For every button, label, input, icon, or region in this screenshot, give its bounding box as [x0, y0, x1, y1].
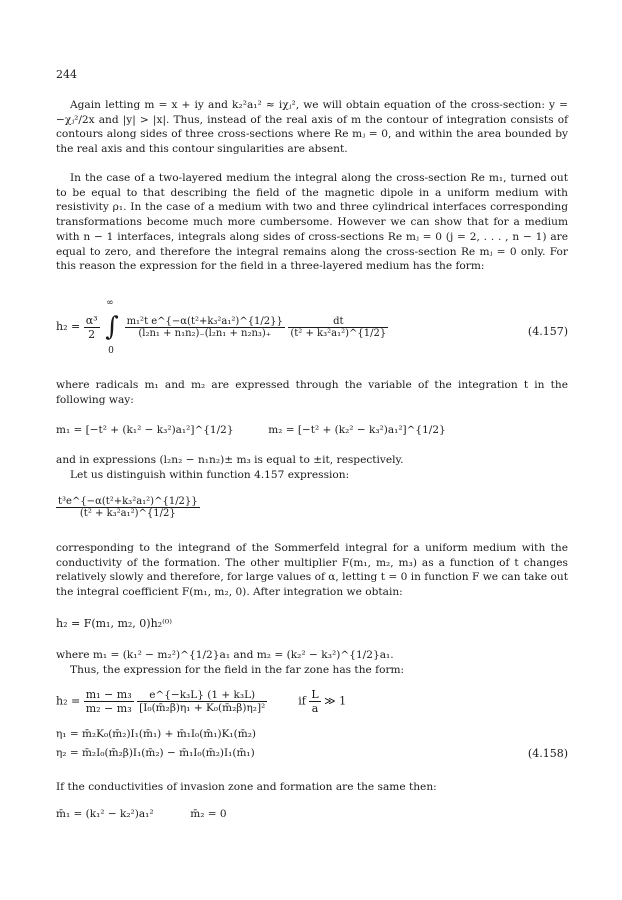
eq-4158-cond-num: L [311, 688, 319, 701]
integral-sign: ∫ ∞ 0 [105, 298, 119, 356]
eq-4158-lhs: h₂ = [56, 694, 81, 708]
eq-4158-fraction-2 [137, 689, 267, 714]
eq-4158-cond-den: a [311, 702, 319, 715]
paragraph-9: If the conductivities of invasion zone and formation are the same then: [56, 781, 437, 793]
eq-4157-fraction-2 [288, 316, 388, 339]
equation-hz-far [56, 617, 172, 630]
paragraph-radicals [56, 378, 568, 407]
eq-4157-lhs: h₂ = [56, 320, 81, 333]
paragraph-expressions [56, 453, 568, 482]
paragraph-3: where radicals m₁ and m₂ are expressed through the variable of the integration t in the following way: [56, 379, 568, 406]
paragraph-1: Again letting m = x + iy and k₂²a₁² ≈ iχⱼ², we will obtain equation of the cross-section: y = −χⱼ²/2x and |y| > |x|. Thus, instead of the real axis of m the contour of integration consists of contours along sides of three cross-sections where Re mⱼ = 0, and within the area bounded by the real axis and this contour singularities are absent. [56, 99, 568, 156]
paragraph-8: Thus, the expression for the field in the far zone has the form: [70, 663, 405, 676]
eq-4157-f1-num: m₁²t e^{−α(t²+k₃²a₁²)^{1/2}} [126, 315, 283, 327]
eq-4157-f1-den: (l₂n₁ + n₁n₂)₋(l₂n₁ + n₂n₃)₊ [138, 327, 272, 339]
eq-4157-f2-den: (t² + k₃²a₁²)^{1/2} [290, 327, 387, 339]
eq-4157-fraction-1 [125, 316, 285, 339]
equation-number-4-158: (4.158) [527, 747, 568, 760]
paragraph-6: corresponding to the integrand of the Sommerfeld integral for a uniform medium with the conductivity of the formation. The other multiplier F(m₁, m₂, m₃) as a function of t changes relatively slowly and therefore, for large values of α, letting t = 0 in function F we can take out the integral coefficient F(m₁, m₂, 0). After integration we obtain: [56, 542, 568, 599]
paragraph-conductivities [56, 780, 568, 795]
eq-4157-coef-den: 2 [88, 327, 96, 341]
radicals-equations [56, 424, 446, 436]
eq-4158-condition-gg: ≫ 1 [324, 694, 347, 708]
eq-4158-f1-num: m₁ − m₃ [85, 688, 132, 701]
expr-num: t³e^{−α(t²+k₃²a₁²)^{1/2}} [58, 496, 198, 507]
eq-4157-coef-num: α³ [85, 313, 98, 327]
paragraph-2: In the case of a two-layered medium the integral along the cross-section Re m₁, turned out to be equal to that describing the field of the magnetic dipole in a uniform medium with resistivity ρ₁. In the case of a medium with two and three cylindrical interfaces corresponding transformations become much more cumbersome. However we can show that for a medium with n − 1 interfaces, integrals along sides of cross-sections Re mⱼ = 0 (j = 2, . . . , n − 1) are equal to zero, and therefore the integral remains along the cross-section Re mⱼ = 0 only. For this reason the expression for the field in a three-layered medium has the form: [56, 172, 568, 273]
expr-den: (t² + k₃²a₁²)^{1/2} [79, 508, 176, 519]
paragraph-4: and in expressions (l₂n₂ − n₁n₂)± m₃ is equal to ±it, respectively. [56, 454, 404, 466]
paragraph-cross-section [56, 98, 568, 157]
final-equation [56, 808, 227, 820]
paragraph-5: Let us distinguish within function 4.157 expression: [70, 468, 350, 481]
integral-upper-limit: ∞ [106, 298, 114, 308]
eq-hz0: h₂ = F(m₁, m₂, 0)h₂⁽⁰⁾ [56, 617, 172, 630]
paragraph-sommerfeld [56, 541, 568, 600]
eq-4158-condition-fraction [309, 688, 320, 715]
eq-4158-f2-num: e^{−k₃L} (1 + k₃L) [137, 689, 267, 702]
radical-m2: m₂ = [−t² + (k₂² − k₃²)a₁²]^{1/2} [268, 424, 446, 436]
eq-4158-eta1: η₁ = m̄₂K₀(m̄₂)I₁(m̄₁) + m̄₁I₀(m̄₁)K₁(m̄₂) [56, 728, 257, 740]
expr-fraction [56, 496, 200, 519]
final-m1: m̄₁ = (k₁² − k₂²)a₁² [56, 808, 154, 820]
eq-4157-f2-num: dt [288, 316, 388, 328]
integral-lower-limit: 0 [108, 346, 114, 356]
radical-m1: m₁ = [−t² + (k₁² − k₃²)a₁²]^{1/2} [56, 424, 234, 436]
eq-4157-coefficient [84, 314, 100, 341]
eq-4158-condition-if: if [298, 694, 306, 708]
eq-4158-eta2: η₂ = m̄₂I₀(m̄₂β)I₁(m̄₂) − m̄₁I₀(m̄₂)I₁(m̄₁) [56, 747, 255, 759]
paragraph-two-layered [56, 171, 568, 274]
distinguished-expression [56, 496, 200, 519]
paragraph-where [56, 648, 568, 677]
equation-4-157 [56, 298, 388, 356]
eq-4158-fraction-1 [84, 688, 134, 715]
eq-4158-f2-den: [I₀(m̄₂β)η₁ + K₀(m̄₂β)η₂]² [139, 702, 266, 714]
page-number: 244 [56, 68, 77, 81]
paragraph-7: where m₁ = (k₁² − m₂²)^{1/2}a₁ and m₂ = (k₂² − k₃²)^{1/2}a₁. [56, 649, 394, 661]
eq-4158-f1-den: m₂ − m₃ [85, 702, 132, 715]
final-m2: m̄₂ = 0 [190, 808, 227, 820]
equation-number-4-157: (4.157) [527, 325, 568, 338]
equation-4-158 [56, 688, 346, 715]
